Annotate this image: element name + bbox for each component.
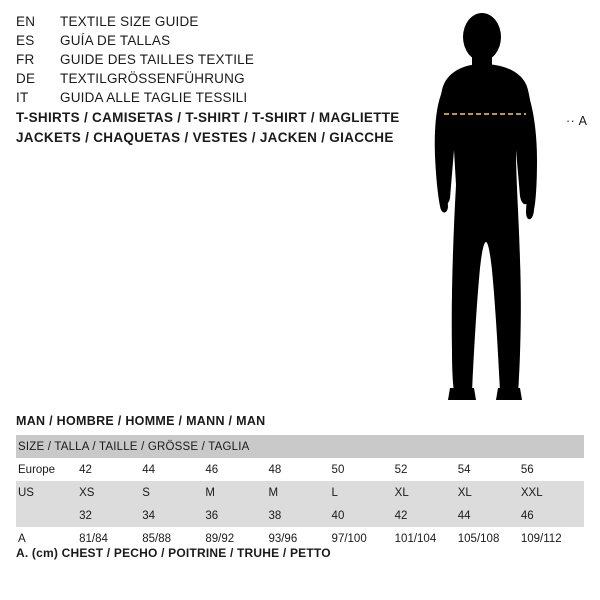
- table-header-row: [16, 435, 584, 458]
- measure-label-a: [566, 114, 587, 128]
- table-cell: XS: [79, 481, 142, 504]
- male-silhouette-icon: [400, 10, 600, 410]
- language-code: FR: [16, 52, 35, 67]
- language-text: GUIDA ALLE TAGLIE TESSILI: [60, 90, 248, 105]
- language-row: [16, 90, 396, 109]
- language-row: [16, 33, 396, 52]
- category-headings: [16, 110, 436, 150]
- table-footnote: A. (cm) CHEST / PECHO / POITRINE / TRUHE / PETTO: [16, 546, 331, 560]
- table-header-label: SIZE / TALLA / TAILLE / GRÖSSE / TAGLIA: [16, 435, 584, 458]
- table-cell: XL: [458, 481, 521, 504]
- language-row: [16, 52, 396, 71]
- table-cell: 56: [521, 458, 584, 481]
- row-label: A: [16, 527, 79, 550]
- language-code: IT: [16, 90, 29, 105]
- size-table: [16, 435, 584, 550]
- table-cell: 93/96: [268, 527, 331, 550]
- measure-letter: A: [578, 114, 588, 128]
- language-code: EN: [16, 14, 36, 29]
- row-label: Europe: [16, 458, 79, 481]
- table-cell: XXL: [521, 481, 584, 504]
- table-cell: 36: [205, 504, 268, 527]
- measure-dash: ··: [566, 114, 576, 128]
- table-cell: 89/92: [205, 527, 268, 550]
- table-cell: 34: [142, 504, 205, 527]
- table-group-title: MAN / HOMBRE / HOMME / MANN / MAN: [16, 414, 266, 428]
- table-cell: 32: [79, 504, 142, 527]
- table-cell: 54: [458, 458, 521, 481]
- table-cell: L: [332, 481, 395, 504]
- table-cell: 42: [395, 504, 458, 527]
- table-cell: M: [268, 481, 331, 504]
- language-text: GUIDE DES TAILLES TEXTILE: [60, 52, 255, 67]
- language-code: DE: [16, 71, 36, 86]
- table-cell: 101/104: [395, 527, 458, 550]
- table-cell: 44: [142, 458, 205, 481]
- language-text: GUÍA DE TALLAS: [60, 33, 171, 48]
- table-cell: 42: [79, 458, 142, 481]
- body-silhouette-figure: [400, 10, 600, 410]
- table-cell: 52: [395, 458, 458, 481]
- table-cell: 85/88: [142, 527, 205, 550]
- table-row: [16, 481, 584, 504]
- table-cell: M: [205, 481, 268, 504]
- row-label: US: [16, 481, 79, 504]
- table-cell: 81/84: [79, 527, 142, 550]
- category-tshirts: T-SHIRTS / CAMISETAS / T-SHIRT / T-SHIRT / MAGLIETTE: [16, 110, 400, 125]
- table-cell: S: [142, 481, 205, 504]
- table-cell: 38: [268, 504, 331, 527]
- table-cell: 48: [268, 458, 331, 481]
- language-text: TEXTILGRÖSSENFÜHRUNG: [60, 71, 245, 86]
- language-row: [16, 14, 396, 33]
- table-row: [16, 458, 584, 481]
- row-label: [16, 504, 79, 527]
- table-cell: 50: [332, 458, 395, 481]
- language-code: ES: [16, 33, 35, 48]
- table-cell: 46: [205, 458, 268, 481]
- table-cell: 109/112: [521, 527, 584, 550]
- language-list: [16, 14, 396, 109]
- table-cell: 46: [521, 504, 584, 527]
- table-cell: 97/100: [332, 527, 395, 550]
- language-row: [16, 71, 396, 90]
- table-cell: XL: [395, 481, 458, 504]
- size-table-area: [16, 414, 584, 550]
- table-cell: 105/108: [458, 527, 521, 550]
- category-jackets: JACKETS / CHAQUETAS / VESTES / JACKEN / GIACCHE: [16, 130, 394, 145]
- table-row: [16, 504, 584, 527]
- table-cell: 40: [332, 504, 395, 527]
- language-text: TEXTILE SIZE GUIDE: [60, 14, 199, 29]
- table-cell: 44: [458, 504, 521, 527]
